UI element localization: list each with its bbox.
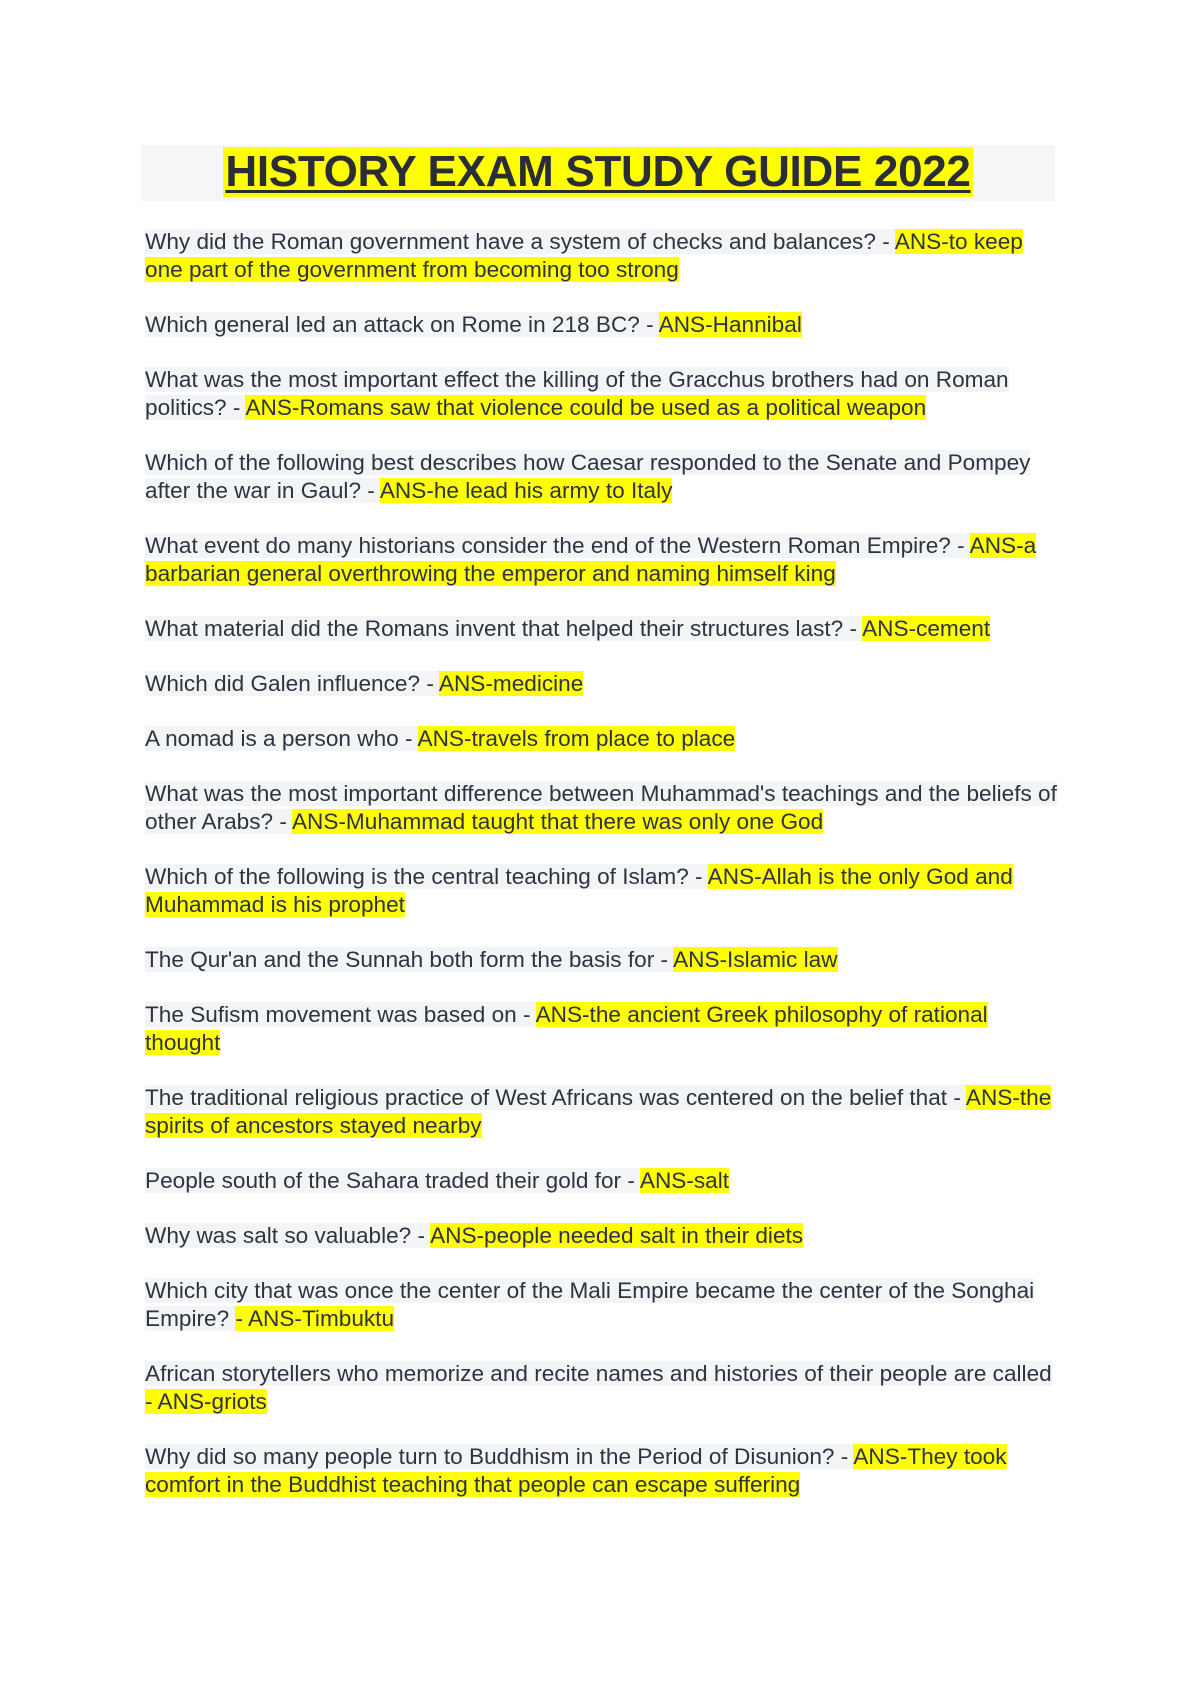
page-title: HISTORY EXAM STUDY GUIDE 2022 xyxy=(225,147,971,196)
question-text: Which of the following is the central teaching of Islam? - xyxy=(145,864,708,889)
question-text: The traditional religious practice of West Africans was centered on the belief that - xyxy=(145,1085,966,1110)
qa-item xyxy=(145,946,1065,974)
question-text: What was the most important effect the killing of the Gracchus brothers had on Roman politics? - xyxy=(145,367,1009,420)
qa-item xyxy=(145,311,1065,339)
answer-text: ANS-Muhammad taught that there was only one God xyxy=(291,809,824,834)
answer-text: - ANS-Timbuktu xyxy=(235,1306,395,1331)
qa-item xyxy=(145,366,1065,422)
question-text: Why did the Roman government have a system of checks and balances? - xyxy=(145,229,895,254)
answer-text: ANS-to keep one part of the government from becoming too strong xyxy=(145,229,1023,282)
qa-item xyxy=(145,670,1065,698)
answer-text: ANS-Allah is the only God and Muhammad is his prophet xyxy=(145,864,1013,917)
answer-text: - ANS-griots xyxy=(145,1389,267,1414)
question-text: Which of the following best describes how Caesar responded to the Senate and Pompey after the war in Gaul? - xyxy=(145,450,1031,503)
answer-text: ANS-people needed salt in their diets xyxy=(430,1223,804,1248)
qa-list xyxy=(145,228,1065,1526)
qa-item xyxy=(145,1084,1065,1140)
answer-text: ANS-salt xyxy=(639,1168,730,1193)
answer-text: ANS-the ancient Greek philosophy of rational thought xyxy=(145,1002,988,1055)
question-text: A nomad is a person who - xyxy=(145,726,418,751)
question-text: The Qur'an and the Sunnah both form the basis for - xyxy=(145,947,674,972)
qa-item xyxy=(145,863,1065,919)
question-text: What material did the Romans invent that helped their structures last? - xyxy=(145,616,863,641)
qa-item xyxy=(145,1222,1065,1250)
qa-item xyxy=(145,725,1065,753)
qa-item xyxy=(145,1443,1065,1499)
answer-text: ANS-Islamic law xyxy=(673,947,838,972)
qa-item xyxy=(145,1277,1065,1333)
qa-item xyxy=(145,228,1065,284)
answer-text: ANS-Romans saw that violence could be used as a political weapon xyxy=(245,395,927,420)
qa-item xyxy=(145,780,1065,836)
question-text: People south of the Sahara traded their gold for - xyxy=(145,1168,640,1193)
answer-text: ANS-They took comfort in the Buddhist teaching that people can escape suffering xyxy=(145,1444,1007,1497)
qa-item xyxy=(145,1001,1065,1057)
qa-item xyxy=(145,532,1065,588)
question-text: The Sufism movement was based on - xyxy=(145,1002,536,1027)
answer-text: ANS-he lead his army to Italy xyxy=(379,478,673,503)
question-text: Why was salt so valuable? - xyxy=(145,1223,431,1248)
question-text: Which city that was once the center of the Mali Empire became the center of the Songhai Empire? xyxy=(145,1278,1035,1331)
question-text: Which did Galen influence? - xyxy=(145,671,439,696)
answer-text: ANS-Hannibal xyxy=(658,312,802,337)
qa-item xyxy=(145,449,1065,505)
title-band xyxy=(141,145,1055,201)
question-text: Which general led an attack on Rome in 218 BC? - xyxy=(145,312,659,337)
question-text: What was the most important difference between Muhammad's teachings and the beliefs of other Arabs? - xyxy=(145,781,1057,834)
answer-text: ANS-cement xyxy=(862,616,991,641)
qa-item xyxy=(145,615,1065,643)
question-text: What event do many historians consider the end of the Western Roman Empire? - xyxy=(145,533,970,558)
answer-text: ANS-travels from place to place xyxy=(417,726,736,751)
answer-text: ANS-the spirits of ancestors stayed nearby xyxy=(145,1085,1052,1138)
question-text: Why did so many people turn to Buddhism in the Period of Disunion? - xyxy=(145,1444,854,1469)
answer-text: ANS-medicine xyxy=(438,671,584,696)
answer-text: ANS-a barbarian general overthrowing the emperor and naming himself king xyxy=(145,533,1037,586)
qa-item xyxy=(145,1360,1065,1416)
qa-item xyxy=(145,1167,1065,1195)
question-text: African storytellers who memorize and recite names and histories of their people are called xyxy=(145,1361,1052,1386)
